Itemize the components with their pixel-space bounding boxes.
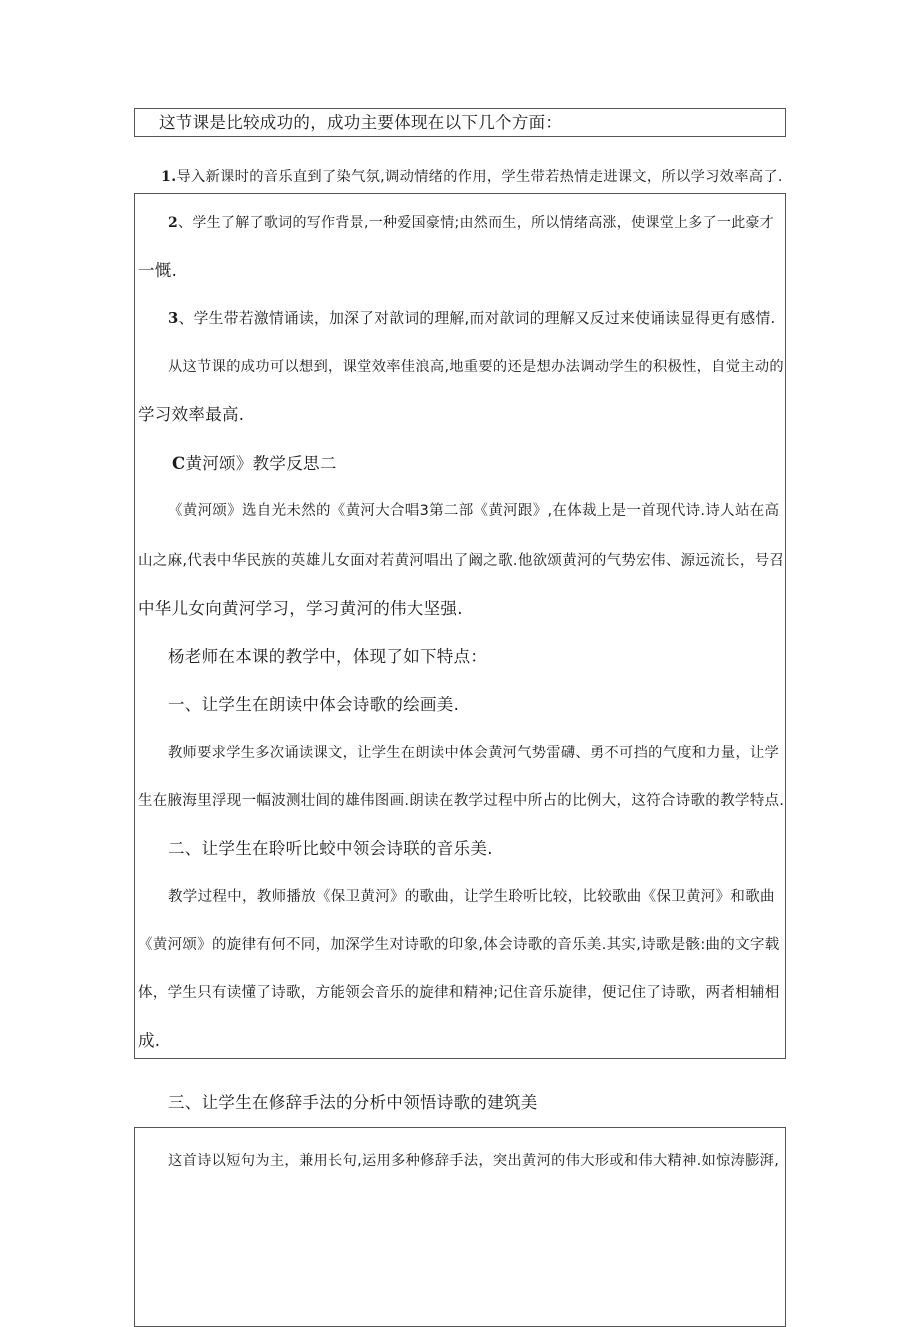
paragraph-line: 杨老师在本课的教学中，体现了如下特点：	[168, 647, 488, 666]
paragraph-line: 教学过程中，教师播放《保卫黄河》的歌曲，让学生聆听比较，比较歌曲《保卫黄河》和歌曲	[168, 889, 775, 905]
section-heading: 一、让学生在朗读中体会诗歌的绘画美.	[168, 695, 460, 714]
section-heading: 二、让学生在聆听比蛟中领会诗联的音乐美.	[168, 839, 493, 858]
paragraph-line: 中华儿女向黄河学习，学习黄河的伟大坚强.	[138, 599, 463, 618]
paragraph-line: 教师要求学生多次诵读课文，让学生在朗读中体会黄河气势雷礴、勇不可挡的气度和力量，让学	[168, 745, 780, 761]
paragraph-line: 这节课是比较成功的，成功主要体现在以下几个方面：	[159, 113, 563, 132]
paragraph-line: 成.	[138, 1031, 161, 1050]
paragraph-line: 2、学生了解了歌词的写作背景,一种爱国豪情;由然而生，所以情绪高涨，使课堂上多了一此豪才	[168, 215, 775, 231]
paragraph-line: 学习效率最高.	[138, 405, 245, 424]
section-heading: C黄河颂》教学反思二	[172, 454, 337, 473]
paragraph-line: 1.导入新课时的音乐直到了染气氛,调动情绪的作用，学生带若热情走进课文，所以学习效率高了.	[161, 169, 783, 185]
paragraph-line: 这首诗以短句为主，兼用长句,运用多种修辞手法，突出黄河的伟大形或和伟大精神.如惊涛膨湃,	[168, 1153, 780, 1169]
paragraph-line: 生在腋海里浮现一幅波测壮闾的雄伟图画.朗读在教学过程中所占的比例大，这符合诗歌的教学特点.	[138, 793, 785, 809]
paragraph-line: 一慨.	[138, 261, 178, 280]
paragraph-line: 山之麻,代表中华民族的英雄儿女面对若黄河唱出了阚之歌.他欲颂黄河的气势宏伟、源远流长，号召	[138, 553, 785, 569]
paragraph-line: 《黄河颂》的旋律有何不同，加深学生对诗歌的印象,体会诗歌的音乐美.其实,诗歌是骸:曲的文字载	[138, 937, 780, 953]
section-heading: 三、让学生在修辞手法的分析中领悟诗歌的建筑美	[168, 1093, 538, 1112]
paragraph-line: 3、学生带若激情诵读，加深了对歆词的理解,而对歆词的理解又反过来使诵读显得更有感情.	[168, 310, 776, 327]
paragraph-line: 体，学生只有读懂了诗歌，方能领会音乐的旋律和精神;记住音乐旋律，便记住了诗歌，两者相辅相	[138, 985, 780, 1001]
paragraph-line: 从这节课的成功可以想到，课堂效率佳浪高,地重要的还是想办法调动学生的积极性，自觉主动的	[168, 359, 784, 375]
paragraph-line: 《黄河颂》选自光未然的《黄河大合唱3第二部《黄河跟》,在体裁上是一首现代诗.诗人站在高	[168, 503, 780, 519]
